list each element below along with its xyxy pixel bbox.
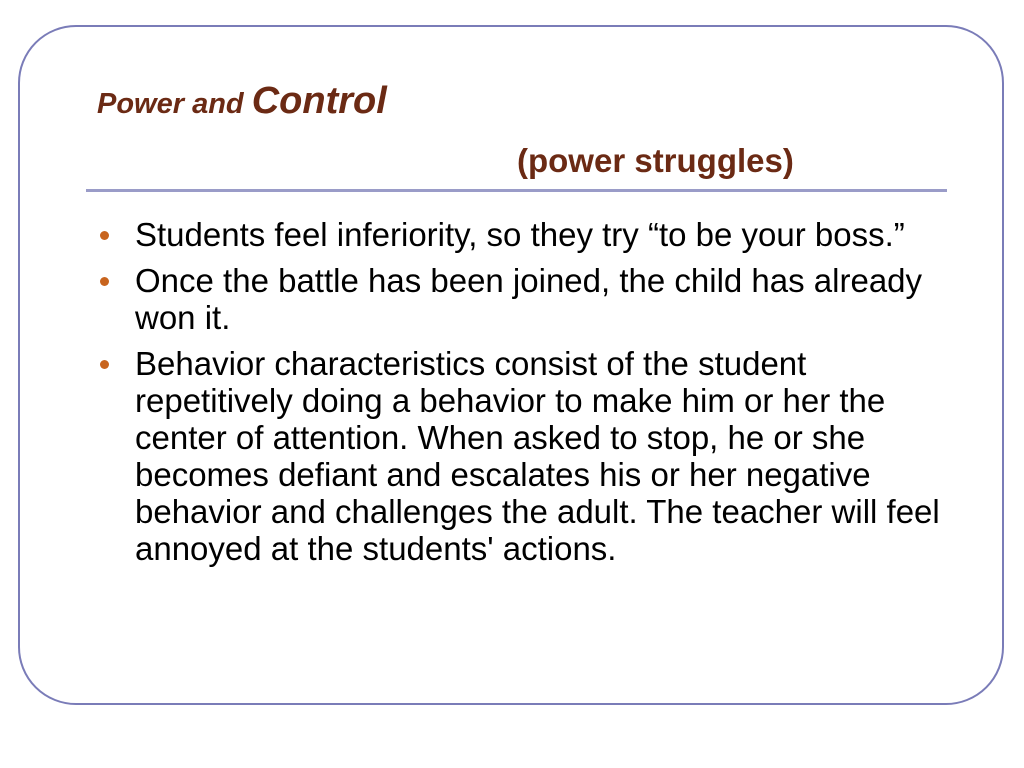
title-subtitle: (power struggles) — [517, 142, 794, 179]
bullet-text: Behavior characteristics consist of the student repetitively doing a behavior to make him or her the center of attention. When asked to stop, he or she becomes defiant and escalates his or her negative behavior and challenges the adult. The teacher will feel annoyed at the students' actions. — [135, 345, 940, 567]
bullet-item — [100, 262, 940, 336]
title-part-1: Power and — [97, 88, 252, 120]
bullet-dot-icon — [100, 231, 109, 240]
bullet-dot-icon — [100, 360, 109, 369]
bullet-dot-icon — [100, 277, 109, 286]
title-divider — [86, 189, 947, 192]
slide-title — [97, 70, 937, 190]
title-part-2: Control — [251, 80, 387, 122]
bullet-text: Students feel inferiority, so they try “to be your boss.” — [135, 216, 905, 253]
bullet-list — [100, 216, 940, 576]
title-line-1 — [97, 80, 387, 123]
bullet-text: Once the battle has been joined, the child has already won it. — [135, 262, 923, 336]
bullet-item — [100, 216, 940, 253]
bullet-item — [100, 345, 940, 567]
